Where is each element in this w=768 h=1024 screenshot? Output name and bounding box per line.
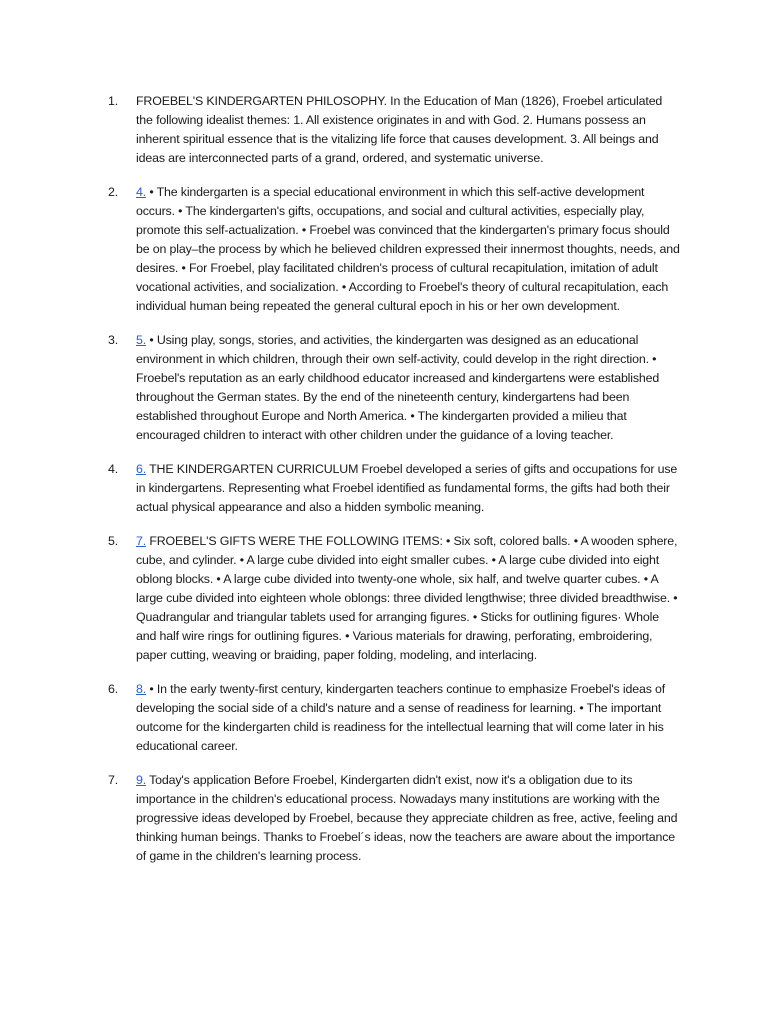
- list-item-3: [108, 331, 680, 444]
- list-number: 5.: [108, 534, 119, 549]
- numbered-list: [108, 92, 680, 881]
- list-text: FROEBEL'S GIFTS WERE THE FOLLOWING ITEMS: • Six soft, colored balls. • A wooden sphere, cube, and cylinder. • A large cube divided into eight smaller cubes. • A large cube divided into eight oblong blocks. • A large cube divided into twenty-one whole, six half, and twelve quarter cubes. • A large cube divided into eighteen whole oblongs: three divided lengthwise; three divided breadthwise. • Quadrangular and triangular tablets used for arranging figures. • Sticks for outlining figures· Whole and half wire rings for outlining figures. • Various materials for drawing, perforating, embroidering, paper cutting, weaving or braiding, paper folding, modeling, and interlacing.: [136, 534, 678, 662]
- reference-link[interactable]: 6.: [136, 461, 147, 476]
- list-number: 3.: [108, 332, 119, 347]
- list-text: • In the early twenty-first century, kindergarten teachers continue to emphasize Froebel's ideas of developing the social side of a child's nature and a sense of readiness for learning. • The important outcome for the kindergarten child is readiness for the intellectual learning that will come later in his educational career.: [136, 681, 666, 753]
- list-item-4: [108, 460, 680, 517]
- reference-link[interactable]: 5.: [136, 332, 147, 347]
- reference-link[interactable]: 4.: [136, 185, 147, 200]
- reference-link[interactable]: 7.: [136, 534, 147, 549]
- list-number: 7.: [108, 773, 119, 788]
- list-item-6: [108, 680, 680, 756]
- list-text: • Using play, songs, stories, and activities, the kindergarten was designed as an educational environment in which children, through their own self-activity, could develop in the right direction. • Froebel's reputation as an early childhood educator increased and kindergartens were established throughout the German states. By the end of the nineteenth century, kindergartens had been established throughout Europe and North America. • The kindergarten provided a milieu that encouraged children to interact with other children under the guidance of a loving teacher.: [136, 332, 660, 442]
- list-text: • The kindergarten is a special educational environment in which this self-active development occurs. • The kindergarten's gifts, occupations, and social and cultural activities, especially play, promote this self-actualization. • Froebel was convinced that the kindergarten's primary focus should be on play–the process by which he believed children expressed their innermost thoughts, needs, and desires. • For Froebel, play facilitated children's process of cultural recapitulation, imitation of adult vocational activities, and socialization. • According to Froebel's theory of cultural recapitulation, each individual human being repeated the general cultural epoch in his or her own development.: [136, 185, 680, 313]
- list-text: THE KINDERGARTEN CURRICULUM Froebel developed a series of gifts and occupations for use in kindergartens. Representing what Froebel identified as fundamental forms, the gifts had both their actual physical appearance and also a hidden symbolic meaning.: [136, 461, 678, 514]
- list-number: 6.: [108, 681, 119, 696]
- list-text: FROEBEL'S KINDERGARTEN PHILOSOPHY. In the Education of Man (1826), Froebel articulated the following idealist themes: 1. All existence originates in and with God. 2. Humans possess an inherent spiritual essence that is the vitalizing life force that causes development. 3. All beings and ideas are interconnected parts of a grand, ordered, and systematic universe.: [136, 94, 663, 165]
- list-item-1: [108, 92, 680, 168]
- list-item-7: [108, 771, 680, 866]
- list-number: 2.: [108, 185, 119, 200]
- reference-link[interactable]: 8.: [136, 681, 147, 696]
- list-item-5: [108, 532, 680, 664]
- list-number: 4.: [108, 461, 119, 476]
- list-item-2: [108, 183, 680, 315]
- reference-link[interactable]: 9.: [136, 773, 147, 788]
- list-number: 1.: [108, 94, 119, 108]
- list-text: Today's application Before Froebel, Kindergarten didn't exist, now it's a obligation due to its importance in the children's educational process. Nowadays many institutions are working with the progressive ideas developed by Froebel, because they appreciate children as free, active, feeling and thinking human beings. Thanks to Froebel´s ideas, now the teachers are aware about the importance of game in the children's learning process.: [136, 773, 678, 863]
